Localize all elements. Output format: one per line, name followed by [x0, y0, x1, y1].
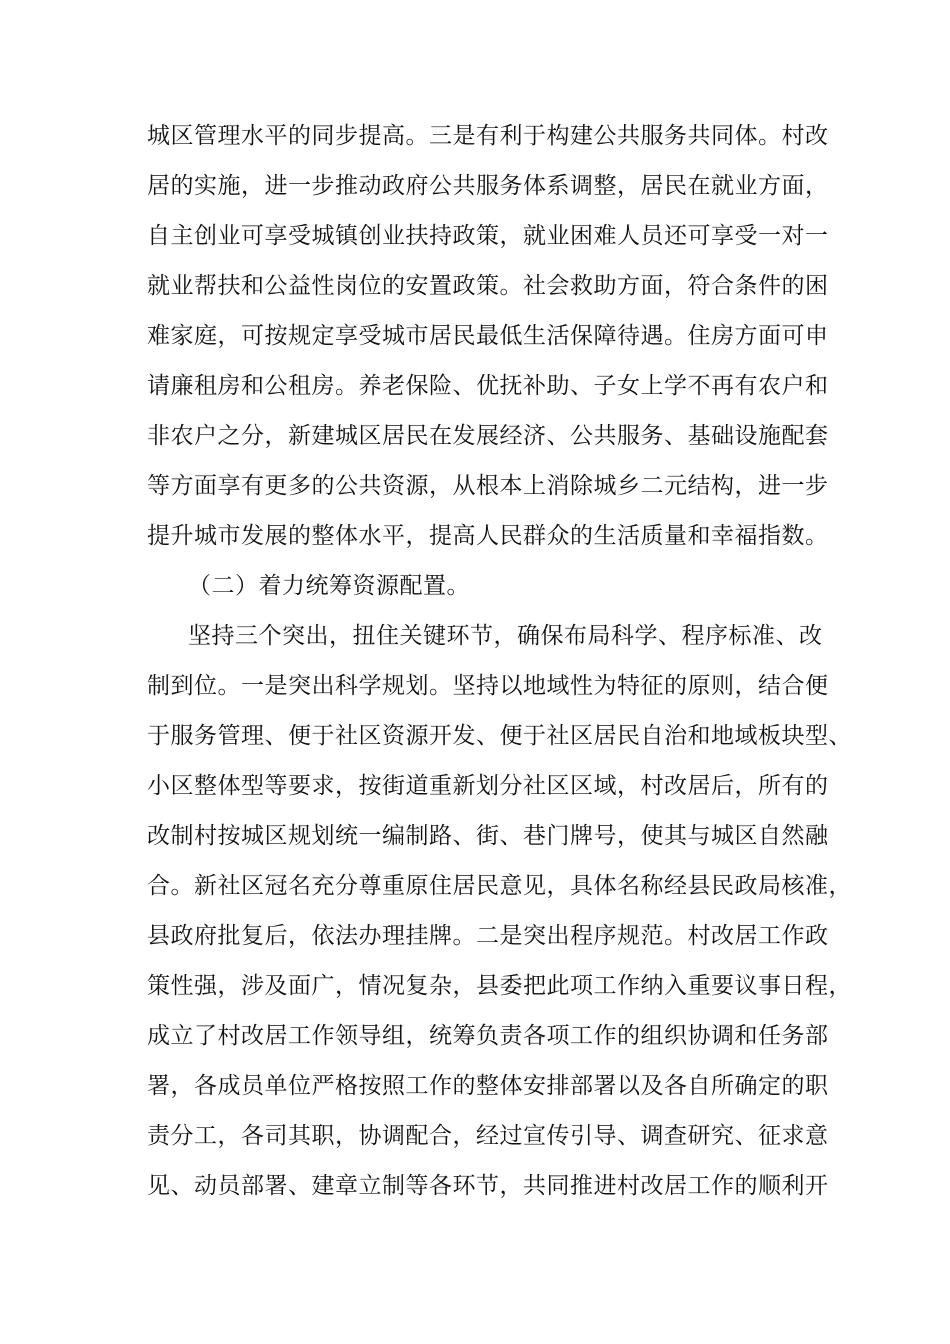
text-line: 署，各成员单位严格按照工作的整体安排部署以及各自所确定的职	[147, 1073, 829, 1099]
text-line: 见、动员部署、建章立制等各环节，共同推进村改居工作的顺利开	[147, 1173, 829, 1199]
text-line: 请廉租房和公租房。养老保险、优抚补助、子女上学不再有农户和	[147, 373, 829, 399]
paragraph-first-line: 坚持三个突出，扭住关键环节，确保布局科学、程序标准、改	[188, 623, 823, 649]
text-line: 于服务管理、便于社区资源开发、便于社区居民自治和地域板块型、	[147, 723, 852, 749]
text-line: 合。新社区冠名充分尊重原住居民意见，具体名称经县民政局核准，	[147, 873, 852, 899]
text-line: 提升城市发展的整体水平，提高人民群众的生活质量和幸福指数。	[147, 523, 829, 549]
text-line: 非农户之分，新建城区居民在发展经济、公共服务、基础设施配套	[147, 423, 829, 449]
text-line: 策性强，涉及面广，情况复杂，县委把此项工作纳入重要议事日程，	[147, 973, 852, 999]
text-line: 制到位。一是突出科学规划。坚持以地域性为特征的原则，结合便	[147, 673, 829, 699]
section-heading: （二）着力统筹资源配置。	[188, 573, 470, 599]
text-line: 自主创业可享受城镇创业扶持政策，就业困难人员还可享受一对一	[147, 223, 829, 249]
text-line: 难家庭，可按规定享受城市居民最低生活保障待遇。住房方面可申	[147, 323, 829, 349]
text-line: 县政府批复后，依法办理挂牌。二是突出程序规范。村改居工作政	[147, 923, 829, 949]
text-line: 责分工，各司其职，协调配合，经过宣传引导、调查研究、征求意	[147, 1123, 829, 1149]
text-line: 等方面享有更多的公共资源，从根本上消除城乡二元结构，进一步	[147, 473, 829, 499]
text-line: 居的实施，进一步推动政府公共服务体系调整，居民在就业方面，	[147, 173, 829, 199]
text-line: 成立了村改居工作领导组，统筹负责各项工作的组织协调和任务部	[147, 1023, 829, 1049]
text-line: 小区整体型等要求，按街道重新划分社区区域，村改居后，所有的	[147, 773, 829, 799]
text-line: 改制村按城区规划统一编制路、街、巷门牌号，使其与城区自然融	[147, 823, 829, 849]
text-line: 就业帮扶和公益性岗位的安置政策。社会救助方面，符合条件的困	[147, 273, 829, 299]
text-line: 城区管理水平的同步提高。三是有利于构建公共服务共同体。村改	[147, 123, 829, 149]
